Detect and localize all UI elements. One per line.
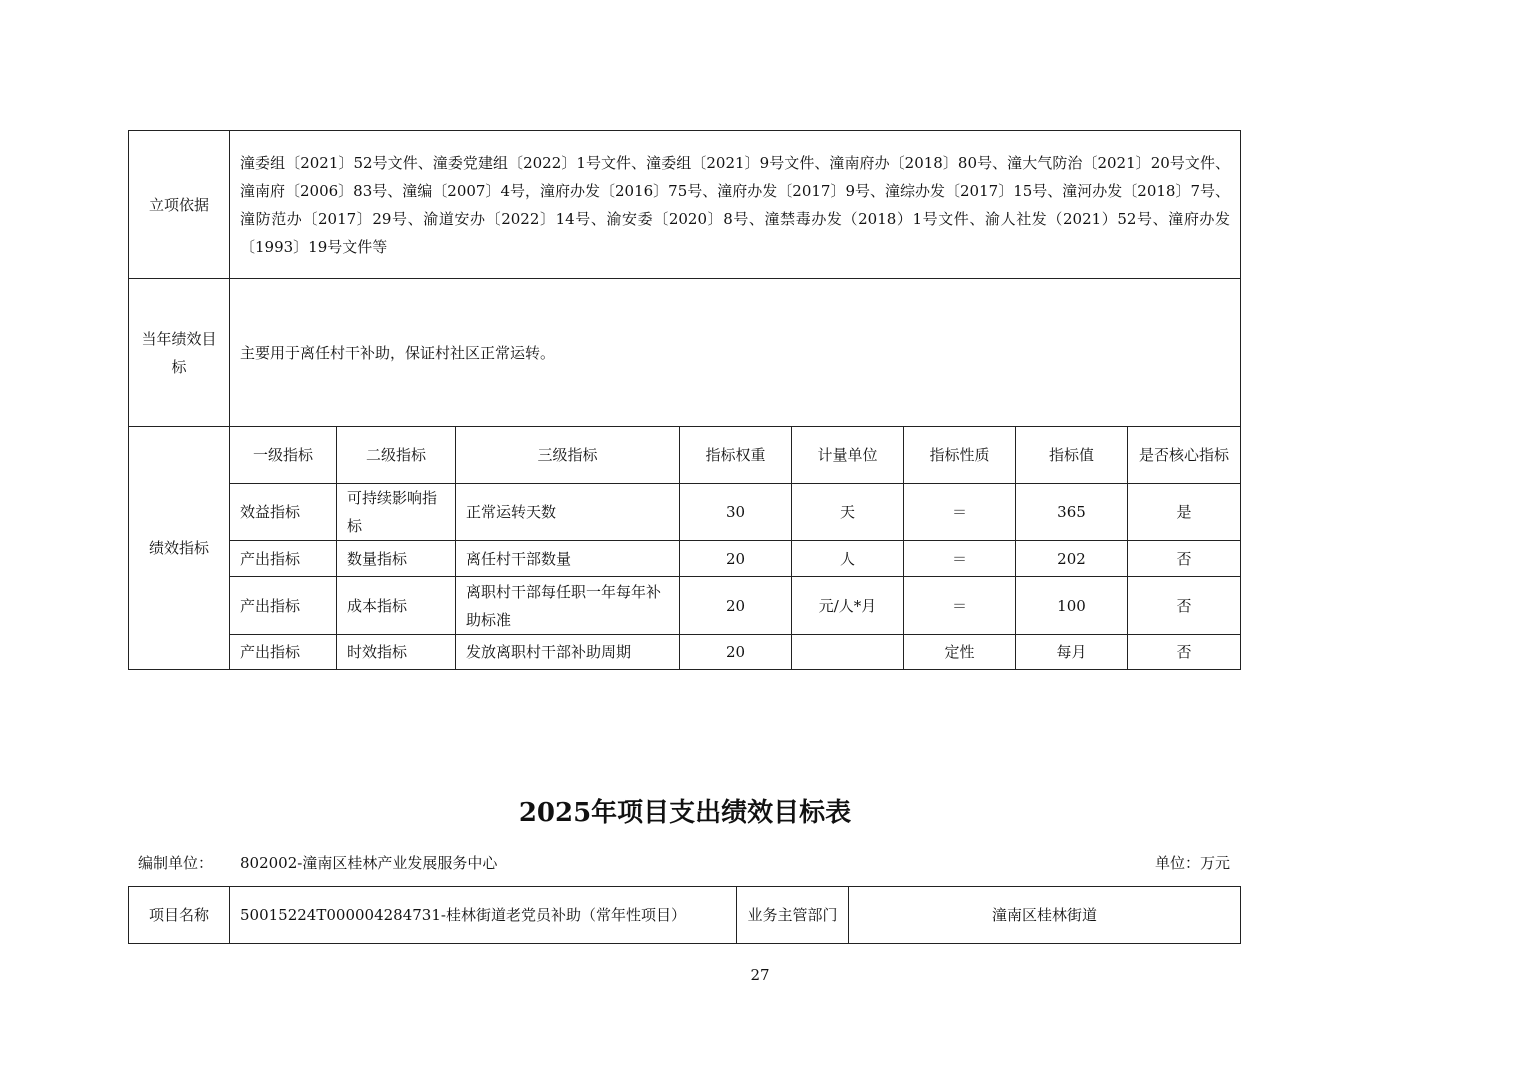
table-cell: 成本指标	[337, 577, 456, 635]
dept-value: 潼南区桂林街道	[849, 887, 1241, 944]
table-cell: 天	[792, 484, 904, 541]
table-cell: 每月	[1016, 635, 1128, 670]
page-number: 27	[750, 966, 770, 984]
table-cell: 否	[1128, 577, 1241, 635]
table-cell: 产出指标	[230, 541, 337, 577]
table-cell: 100	[1016, 577, 1128, 635]
table-cell: ＝	[904, 541, 1016, 577]
basis-text: 潼委组〔2021〕52号文件、潼委党建组〔2022〕1号文件、潼委组〔2021〕9号文件、潼南府办〔2018〕80号、潼大气防治〔2021〕20号文件、潼南府〔2006〕83号、潼编〔2007〕4号，潼府办发〔2016〕75号、潼府办发〔2017〕9号、潼综办发〔2017〕15号、潼河办发〔2018〕7号、潼防范办〔2017〕29号、渝道安办〔2022〕14号、渝安委〔2020〕8号、潼禁毒办发（2018）1号文件、渝人社发（2021）52号、潼府办发〔1993〕19号文件等	[230, 131, 1241, 279]
compile-value: 802002-潼南区桂林产业发展服务中心	[240, 854, 498, 872]
project-table	[128, 886, 1241, 944]
table-cell: 202	[1016, 541, 1128, 577]
table-cell: 元/人*月	[792, 577, 904, 635]
table-cell: 产出指标	[230, 635, 337, 670]
header-cell: 指标性质	[904, 427, 1016, 484]
table-cell: 正常运转天数	[456, 484, 680, 541]
table-cell: 离职村干部每任职一年每年补助标准	[456, 577, 680, 635]
table-cell	[792, 635, 904, 670]
table-row	[129, 577, 1241, 635]
table-cell: 20	[680, 577, 792, 635]
table-cell: 时效指标	[337, 635, 456, 670]
table-cell: 是	[1128, 484, 1241, 541]
table-cell: 否	[1128, 635, 1241, 670]
table-cell: 人	[792, 541, 904, 577]
header-cell: 二级指标	[337, 427, 456, 484]
table-cell: 离任村干部数量	[456, 541, 680, 577]
table-cell: 数量指标	[337, 541, 456, 577]
header-cell: 一级指标	[230, 427, 337, 484]
basis-label: 立项依据	[129, 131, 230, 279]
unit-text: 单位：万元	[1154, 854, 1230, 872]
performance-table	[128, 130, 1241, 670]
table-cell: 否	[1128, 541, 1241, 577]
indicator-header-row	[129, 427, 1241, 484]
project-row	[129, 887, 1241, 944]
header-cell: 三级指标	[456, 427, 680, 484]
table-cell: ＝	[904, 484, 1016, 541]
compile-label: 编制单位：	[138, 854, 214, 872]
goal-text: 主要用于离任村干补助，保证村社区正常运转。	[230, 279, 1241, 427]
table-cell: 30	[680, 484, 792, 541]
project-name-label: 项目名称	[129, 887, 230, 944]
table-row	[129, 541, 1241, 577]
goal-row	[129, 279, 1241, 427]
table-row	[129, 484, 1241, 541]
table-cell: 效益指标	[230, 484, 337, 541]
header-cell: 是否核心指标	[1128, 427, 1241, 484]
dept-label: 业务主管部门	[737, 887, 849, 944]
table-cell: 定性	[904, 635, 1016, 670]
header-cell: 指标权重	[680, 427, 792, 484]
table-cell: 20	[680, 635, 792, 670]
indicators-label: 绩效指标	[129, 427, 230, 670]
header-cell: 指标值	[1016, 427, 1128, 484]
basis-row	[129, 131, 1241, 279]
header-cell: 计量单位	[792, 427, 904, 484]
table-cell: 20	[680, 541, 792, 577]
table-cell: 产出指标	[230, 577, 337, 635]
table-cell: ＝	[904, 577, 1016, 635]
table-row	[129, 635, 1241, 670]
page-title: 2025年项目支出绩效目标表	[518, 798, 852, 828]
project-name-value: 50015224T000004284731-桂林街道老党员补助（常年性项目）	[230, 887, 737, 944]
goal-label: 当年绩效目标	[129, 279, 230, 427]
table-cell: 可持续影响指标	[337, 484, 456, 541]
table-cell: 365	[1016, 484, 1128, 541]
table-cell: 发放离职村干部补助周期	[456, 635, 680, 670]
compile-unit-line	[128, 850, 1240, 876]
